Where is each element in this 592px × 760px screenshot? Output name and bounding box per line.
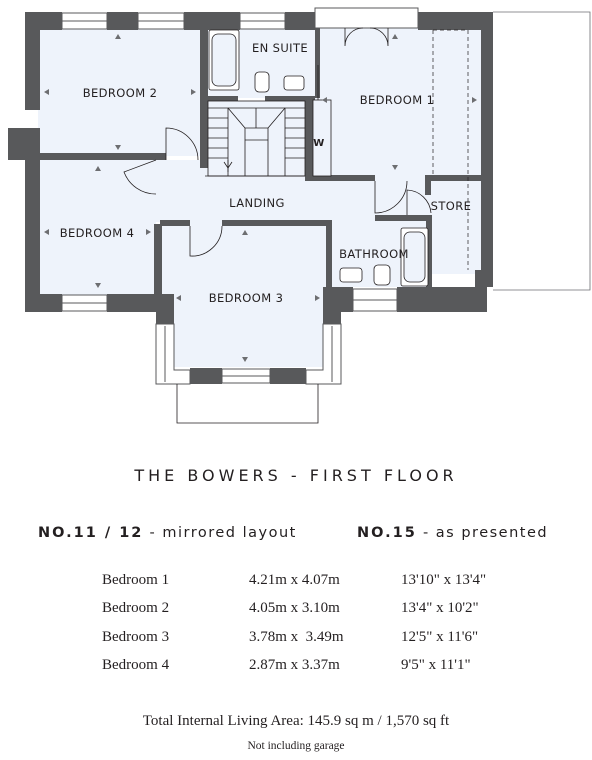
table-row (102, 595, 486, 624)
table-row (102, 652, 486, 681)
room-label-wardrobe: W (313, 138, 325, 149)
layout-note-mirrored (38, 525, 297, 541)
presented-label: - as presented (416, 525, 549, 541)
room-metric: 4.05m x 3.10m (249, 600, 340, 617)
room-label-bedroom1: BEDROOM 1 (359, 93, 435, 107)
room-label-store: STORE (430, 199, 472, 213)
porch-outline (177, 384, 318, 423)
garage-outline (493, 12, 590, 290)
table-row (102, 566, 486, 595)
room-imperial: 9'5" x 11'1" (401, 657, 471, 674)
room-label-bedroom3: BEDROOM 3 (208, 291, 284, 305)
room-imperial: 12'5" x 11'6" (401, 628, 479, 645)
room-name: Bedroom 4 (102, 657, 170, 674)
plot-numbers-mirrored: NO.11 / 12 (38, 525, 144, 541)
room-name: Bedroom 3 (102, 628, 170, 645)
room-name: Bedroom 1 (102, 571, 170, 588)
plot-numbers-presented: NO.15 (357, 525, 417, 541)
total-area: Total Internal Living Area: 145.9 sq m / 1,570 sq ft (142, 713, 450, 729)
room-label-bedroom2: BEDROOM 2 (82, 86, 158, 100)
room-label-landing: LANDING (229, 196, 285, 210)
staircase (205, 101, 305, 176)
room-imperial: 13'4" x 10'2" (401, 600, 479, 617)
room-name: Bedroom 2 (102, 600, 170, 617)
table-row (102, 623, 486, 652)
room-label-ensuite: EN SUITE (251, 41, 309, 55)
area-note: Not including garage (247, 740, 345, 752)
room-imperial: 13'10" x 13'4" (401, 571, 487, 588)
room-label-bedroom4: BEDROOM 4 (59, 226, 135, 240)
room-dimensions-table (102, 566, 486, 680)
room-metric: 4.21m x 4.07m (249, 571, 340, 588)
room-metric: 3.78m x 3.49m (249, 628, 344, 645)
plan-title: THE BOWERS - FIRST FLOOR (134, 466, 458, 485)
room-label-bathroom: BATHROOM (339, 247, 409, 261)
layout-note-presented (357, 525, 548, 541)
room-metric: 2.87m x 3.37m (249, 657, 340, 674)
mirrored-label: - mirrored layout (143, 525, 297, 541)
